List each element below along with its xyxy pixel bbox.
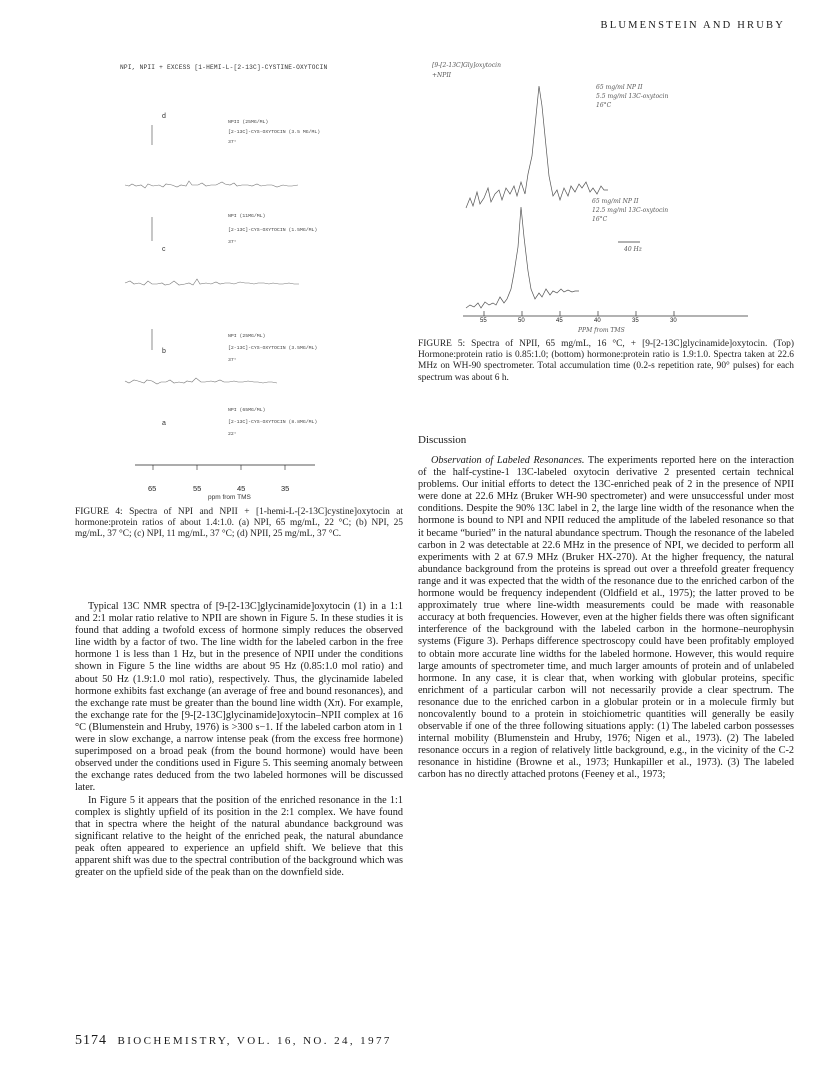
left-paragraph-1: Typical 13C NMR spectra of [9-[2-13C]glycinamide]oxytocin (1) in a 1:1 and 2:1 molar ratio relative to NPII are shown in Figure 5. In these studies it is found that adding a twofold excess of hormone simply reduces the observed line width by a factor of two. The line width for the labeled carbon in the free hormone 1 is less than 1 Hz, but in the presence of NPII under the conditions shown in Figure 5 the line widths are about 95 Hz (0.85:1.0 mol ratio) and about 50 Hz (1.9:1.0 mol ratio), respectively. Thus, the glycinamide labeled hormone exhibits fast exchange (an average of free and bound resonances), and the exchange rate must be greater than the bound line width (Xπ). For example, the exchange rate for the [9-[2-13C]glycinamide]oxytocin–NPII complex at 16 °C (Blumenstein and Hruby, 1976) is >300 s−1. If the labeled carbon atom in 1 were in slow exchange, a narrow intense peak (from the excess free hormone) superimposed on a broad peak (from the bound hormone) would have been observed under the conditions used in Figure 5. This seeming anomaly between the exchange rates deduced from the two labeled hormones will be discussed later. xyxy=(75,601,403,794)
figure4-panel-c-line1: NPI (11MG/ML) xyxy=(228,214,266,219)
figure5-axis-label: PPM from TMS xyxy=(578,327,625,334)
figure4-panel-d-line3: 37° xyxy=(228,140,237,145)
figure4-panel-d-line1: NPII (25MG/ML) xyxy=(228,120,269,125)
figure4-tick-45: 45 xyxy=(237,484,246,493)
figure4-axis-label: ppm from TMS xyxy=(208,494,251,501)
figure5-tick-55: 55 xyxy=(480,318,487,324)
left-paragraph-2: In Figure 5 it appears that the position of the enriched resonance in the 1:1 complex is slightly upfield of its position in the 2:1 complex. We have found that in spectra where the height of the natural abundance background was significant relative to the height of the enriched peak, the natural abundance peak often appeared to experience an upfield shift. We believe that this apparent shift was due to the spectral contribution of the background which was greater on the upfield side of the peak than on the downfield side. xyxy=(75,794,403,879)
right-paragraph-1 xyxy=(418,455,794,782)
figure5-title-line1: [9-[2-13C]Gly]oxytocin xyxy=(432,62,501,69)
figure5-trace-bottom xyxy=(466,207,579,308)
figure5-tick-30: 30 xyxy=(670,318,677,324)
figure5-title-line2: +NPII xyxy=(432,72,452,79)
figure5-tick-40: 40 xyxy=(594,318,601,324)
figure5-tick-35: 35 xyxy=(632,318,639,324)
figure4-panel-letter-a: a xyxy=(162,420,166,427)
figure5-tick-45: 45 xyxy=(556,318,563,324)
figure5-bottom-label-1: 65 mg/ml NP II xyxy=(592,198,639,205)
figure4-title: NPI, NPII + EXCESS [1-HEMI-L-[2-13C]-CYSTINE-OXYTOCIN xyxy=(120,64,328,71)
figure4-tick-35: 35 xyxy=(281,484,290,493)
figure5-top-label-1: 65 mg/ml NP II xyxy=(596,84,643,91)
figure4-tick-65: 65 xyxy=(148,484,157,493)
figure4-panel-b-line2: [2-13C]-CYS-OXYTOCIN (3.5MG/ML) xyxy=(228,346,318,351)
figure4-panel-a-line2: [2-13C]-CYS-OXYTOCIN (8.8MG/ML) xyxy=(228,420,318,425)
journal-citation: BIOCHEMISTRY, VOL. 16, NO. 24, 1977 xyxy=(117,1035,392,1047)
figure4-tick-55: 55 xyxy=(193,484,202,493)
figure5-top-label-3: 16°C xyxy=(596,102,612,109)
figure5-top-label-2: 5.5 mg/ml 13C-oxytocin xyxy=(596,93,669,100)
figure5-scale-label: 40 Hz xyxy=(624,246,642,253)
section-heading-discussion: Discussion xyxy=(418,434,467,446)
figure4-trace-b xyxy=(125,378,277,384)
figure4-trace-c xyxy=(125,279,299,285)
figure4-panel-a-line1: NPI (65MG/ML) xyxy=(228,408,266,413)
figure5-bottom-label-3: 16°C xyxy=(592,216,608,223)
right-column xyxy=(418,455,794,782)
figure4-panel-a-line3: 22° xyxy=(228,432,237,437)
page-footer xyxy=(75,1033,392,1049)
figure4-panel-c-line3: 37° xyxy=(228,240,237,245)
figure4-panel-letter-d: d xyxy=(162,113,166,120)
right-paragraph-1-text: The experiments reported here on the interaction of the half-cystine-1 13C-labeled oxytocin derivative 2 presented certain technical problems. Our initial efforts to detect the 13C-enriched peak of 2 in the presence of NPII were done at 22.6 MHz (Bruker WH-90 spectrometer) and were unsuccessful under most conditions. Despite the 90% 13C label in 2, the large line width of the resonance when the hormone is bound to NPI and NPII reduced the amplitude of the labeled resonance so that it became “buried” in the natural abundance spectrum. Though the resonance of the labeled carbon in 2 was detectable at 22.6 MHz in the presence of NPI, we decided to perform all experiments with 2 at 67.9 MHz (Bruker HX-270). At the higher frequency, the natural abundance background from the proteins is spread out over a threefold greater frequency range and it was expected that the width of the resonance due to the enriched carbon of the hormone would be frequency independent (Oldfield et al., 1975); the latter proved to be approximately true where line-width measurements could be made with reasonable accuracy at both frequencies. However, even at the higher fields there was often significant interference of the background with the labeled carbon in the hormone–neurophysin systems (Figure 3). Perhaps difference spectroscopy could have been profitably employed to obtain more accurate line widths for the labeled hormone. However, this would require large amounts of spectrometer time, and much larger amounts of protein and of unlabeled hormone. In any case, it is clear that, when working with globular proteins, specific enrichment of a particular carbon will not necessarily provide a clear spectrum. The resonance due to the enriched carbon in a globular protein or in a molecule firmly but noncovalently bound to a protein in stoichiometric quantities will generally be easily observable if one of the three following situations apply: (1) The labeled carbon possesses internal mobility (Blumenstein and Hruby, 1976; Nigen et al., 1973). (2) The labeled resonance occurs in a region of relatively little background, e.g., in the vicinity of the C-2 resonance in histidine (Browne et al., 1973; Hunkapiller et al., 1973). (3) The labeled carbon has no directly attached protons (Feeney et al., 1973; xyxy=(418,455,794,781)
figure5-caption: FIGURE 5: Spectra of NPII, 65 mg/mL, 16 °C, + [9-[2-13C]glycinamide]oxytocin. (Top) Hormone:protein ratio is 0.85:1.0; (bottom) hormone:protein ratio is 1.9:1.0. Spectra taken at 22.6 MHz on WH-90 spectrometer. Total accumulation time (0.2-s repetition rate, 90° pulses) for each spectrum was about 6 h. xyxy=(418,339,794,383)
figure4-panel-c-line2: [2-13C]-CYS-OXYTOCIN (1.5MG/ML) xyxy=(228,228,318,233)
figure4-panel-b-line3: 37° xyxy=(228,358,237,363)
subheading-observation: Observation of Labeled Resonances. xyxy=(431,455,585,466)
figure4-trace-d xyxy=(125,181,298,188)
left-column xyxy=(75,601,403,879)
figure4-panel-letter-b: b xyxy=(162,348,166,355)
figure5-tick-50: 50 xyxy=(518,318,525,324)
figure4-stack xyxy=(125,125,318,470)
figure4-panel-d-line2: [2-13C]-CYS-OXYTOCIN (3.5 MG/ML) xyxy=(228,130,321,135)
running-head: BLUMENSTEIN AND HRUBY xyxy=(600,20,785,31)
figure5-trace-top xyxy=(466,86,608,208)
figure4-caption: FIGURE 4: Spectra of NPI and NPII + [1-hemi-L-[2-13C]cystine]oxytocin at hormone:protein ratios of about 1.4:1.0. (a) NPI, 65 mg/mL, 22 °C; (b) NPI, 25 mg/mL, 37 °C; (c) NPI, 11 mg/mL, 37 °C; (d) NPII, 25 mg/mL, 37 °C. xyxy=(75,507,403,540)
figure4-panel-letter-c: c xyxy=(162,246,166,253)
figure4-panel-b-line1: NPI (25MG/ML) xyxy=(228,334,266,339)
page-number: 5174 xyxy=(75,1033,107,1048)
figure4-spectra xyxy=(115,85,405,485)
figure5-bottom-label-2: 12.5 mg/ml 13C-oxytocin xyxy=(592,207,669,214)
